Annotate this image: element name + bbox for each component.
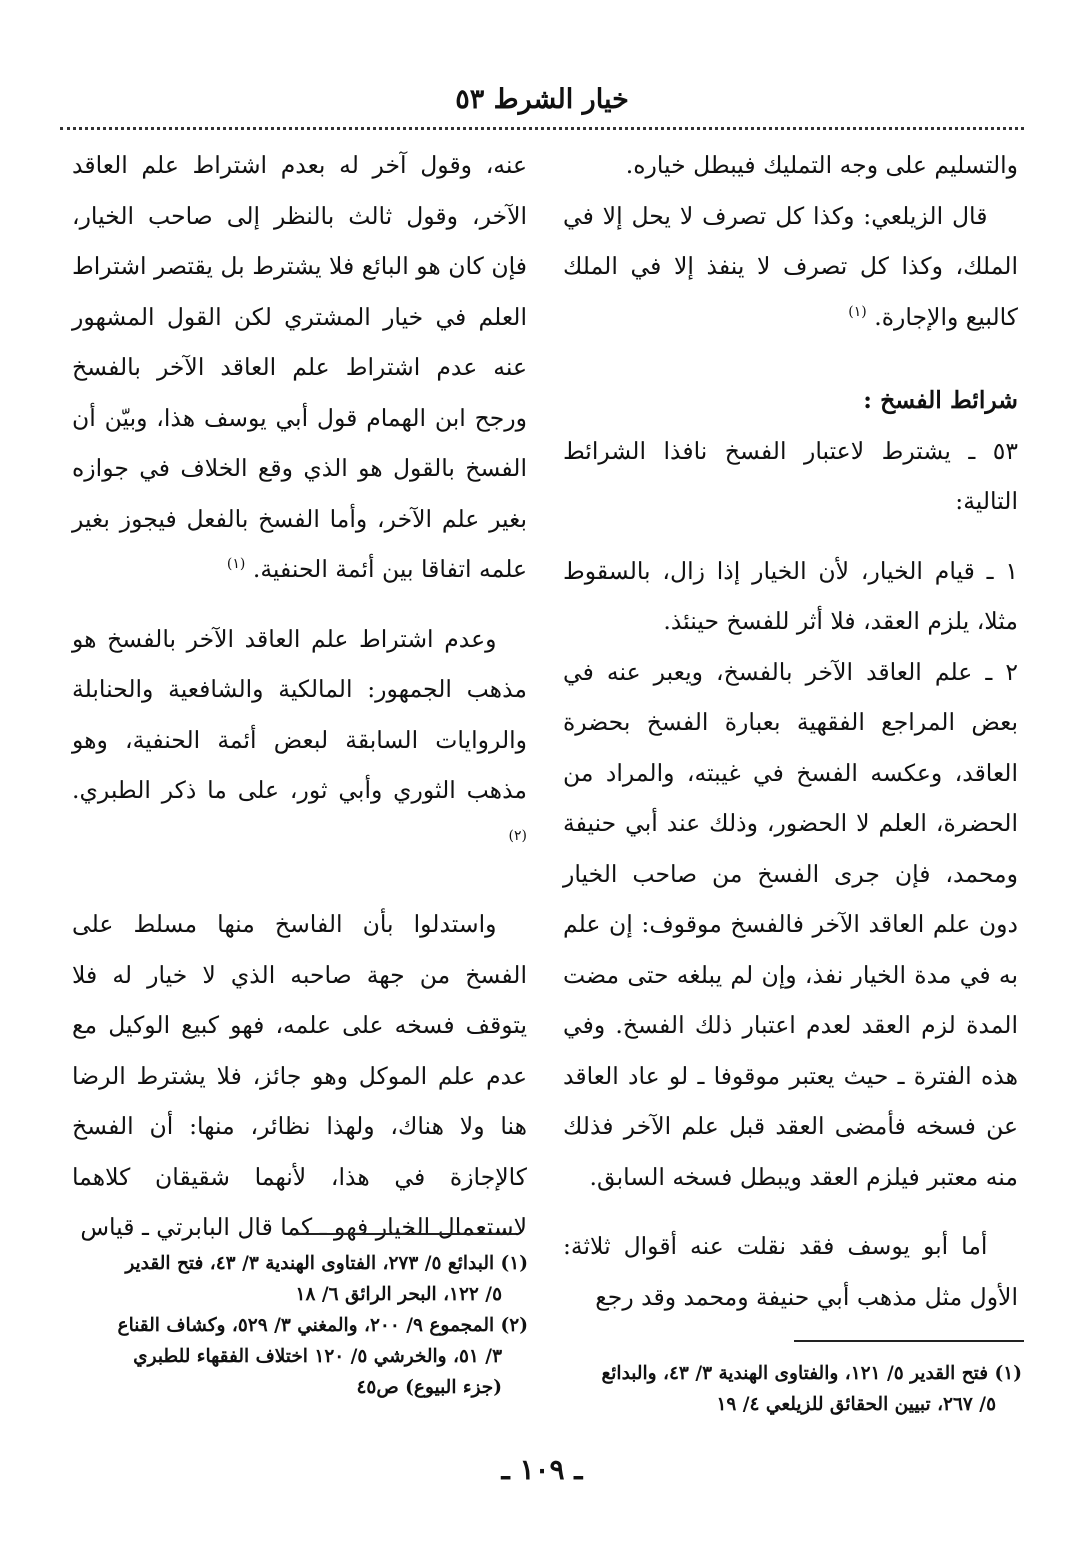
header-dotted-rule bbox=[60, 127, 1024, 130]
paragraph bbox=[72, 614, 527, 867]
footnote-ref: (٢) bbox=[508, 827, 527, 844]
right-column bbox=[563, 140, 1018, 1322]
footnote-line: ٥/ ٢٦٧، تبيين الحقائق للزيلعي ٤/ ١٩ bbox=[716, 1394, 996, 1415]
paragraph bbox=[72, 140, 527, 595]
footnote-separator bbox=[294, 1233, 516, 1235]
spacer bbox=[72, 866, 527, 899]
left-column bbox=[72, 140, 527, 1253]
footnote-line: ٣/ ٥١، والخرشي ٥/ ١٢٠ اختلاف الفقهاء للطبري bbox=[133, 1346, 502, 1367]
spacer bbox=[563, 1202, 1018, 1221]
footnote-line: ٥/ ١٢٢، البحر الرائق ٦/ ١٨ bbox=[295, 1284, 502, 1305]
spacer bbox=[72, 595, 527, 614]
paragraph-text: قال الزيلعي: وكذا كل تصرف لا يحل إلا في الملك، وكذا كل تصرف لا ينفذ إلا في الملك كالبيع والإجارة. bbox=[563, 201, 1018, 331]
footnote-line: (١) فتح القدير ٥/ ١٢١، والفتاوى الهندية ٣/ ٤٣، والبدائع bbox=[601, 1363, 1022, 1384]
footnote-ref: (١) bbox=[848, 303, 867, 320]
running-title: خيار الشرط ٥٣ bbox=[455, 84, 629, 115]
section-heading: شرائط الفسخ : bbox=[863, 386, 1018, 414]
paragraph: ٢ ـ علم العاقد الآخر بالفسخ، ويعبر عنه في بعض المراجع الفقهية بعبارة الفسخ بحضرة العاقد، وعكسه الفسخ في غيبته، والمراد من الحضرة، العلم لا الحضور، وذلك عند أبي حنيفة ومحمد، فإن جرى الفسخ من صاحب الخيار دون علم العاقد الآخر فالفسخ موقوف: إن علم به في مدة الخيار نفذ، وإن لم يبلغه حتى مضت المدة لزم العقد لعدم اعتبار ذلك الفسخ. وفي هذه الفترة ـ حيث يعتبر موقوفا ـ لو عاد العاقد عن فسخه فأمضى العقد قبل علم الآخر فذلك منه معتبر فيلزم العقد ويبطل فسخه السابق. bbox=[563, 657, 1018, 1191]
paragraph-text: وعدم اشتراط علم العاقد الآخر بالفسخ هو مذهب الجمهور: المالكية والشافعية والحنابلة والروايات السابقة لبعض أئمة الحنفية، وهو مذهب الثوري وأبي ثور، على ما ذكر الطبري. bbox=[72, 624, 527, 804]
footnotes-right bbox=[564, 1358, 1022, 1420]
footnote-ref: (١) bbox=[226, 556, 246, 573]
paragraph: ١ ـ قيام الخيار، لأن الخيار إذا زال، بالسقوط مثلا، يلزم العقد، فلا أثر للفسخ حينئذ. bbox=[563, 556, 1018, 635]
footnotes-left bbox=[70, 1248, 528, 1403]
paragraph-text: عنه، وقول آخر له بعدم اشتراط علم العاقد الآخر، وقول ثالث بالنظر إلى صاحب الخيار، فإن كان هو البائع فلا يشترط بل يقتصر اشتراط العلم في خيار المشتري لكن القول المشهور عنه عدم اشتراط علم العاقد الآخر بالفسخ ورجح ابن الهمام قول أبي يوسف هذا، وبيّن أن الفسخ بالقول هو الذي وقع الخلاف في جوازه بغير علم الآخر، وأما الفسخ بالفعل فيجوز بغير علمه اتفاقا بين أئمة الحنفية. bbox=[72, 151, 527, 583]
paragraph: ٥٣ ـ يشترط لاعتبار الفسخ نافذا الشرائط التالية: bbox=[563, 436, 1018, 515]
footnote-line: (٢) المجموع ٩/ ٢٠٠، والمغني ٣/ ٥٢٩، وكشاف القناع bbox=[117, 1315, 528, 1336]
footnote-separator bbox=[794, 1340, 1024, 1342]
spacer bbox=[563, 527, 1018, 546]
spacer bbox=[563, 342, 1018, 375]
footnote-line: (١) البدائع ٥/ ٢٧٣، الفتاوى الهندية ٣/ ٤٣، فتح القدير bbox=[125, 1253, 528, 1274]
page-number: ـ ١٠٩ ـ bbox=[501, 1453, 583, 1486]
footnote-line: (جزء البيوع) ص٤٥ bbox=[356, 1377, 502, 1398]
paragraph: أما أبو يوسف فقد نقلت عنه أقوال ثلاثة: الأول مثل مذهب أبي حنيفة ومحمد وقد رجع bbox=[563, 1232, 1018, 1311]
paragraph: والتسليم على وجه التمليك فيبطل خياره. bbox=[625, 151, 1018, 179]
paragraph bbox=[563, 191, 1018, 343]
paragraph: واستدلوا بأن الفاسخ منها مسلط على الفسخ من جهة صاحبه الذي لا خيار له فلا يتوقف فسخه على علمه، فهو كبيع الوكيل مع عدم علم الموكل وهو جائز، فلا يشترط الرضا هنا ولا هناك، ولهذا نظائر، منها: أن الفسخ كالإجازة في هذا، لأنهما شقيقان كلاهما لاستعمال الخيار فهو ـ كما قال البابرتي ـ قياس bbox=[72, 910, 527, 1241]
